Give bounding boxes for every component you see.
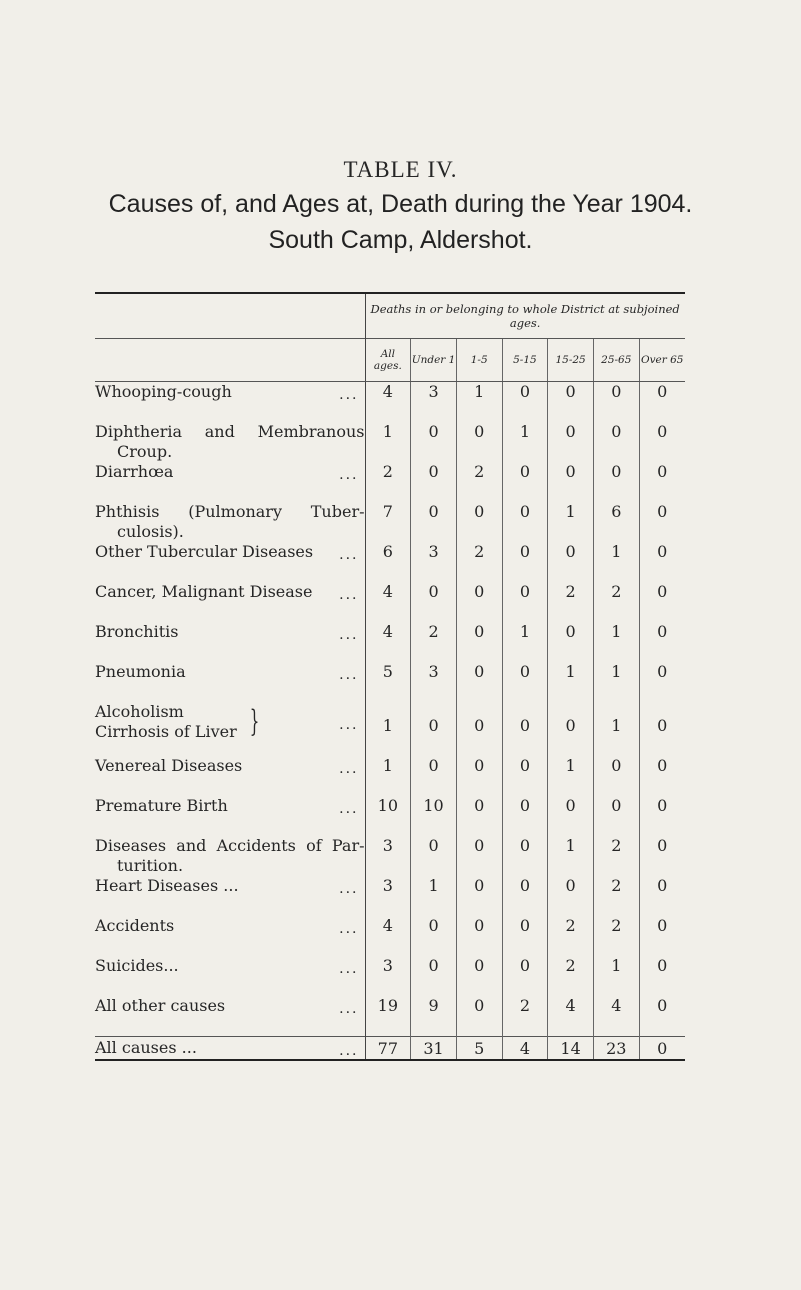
value-cell: 0	[456, 582, 502, 622]
value-cell: 0	[456, 622, 502, 662]
value-cell: 0	[548, 462, 594, 502]
value-cell: 1	[365, 756, 411, 796]
table-row	[95, 422, 685, 462]
value-cell: 0	[502, 916, 548, 956]
value-cell: 0	[548, 702, 594, 756]
value-cell: 0	[411, 836, 457, 876]
cause-label: Other Tubercular Diseases ...	[95, 542, 359, 563]
causes-of-death-table	[95, 292, 685, 1061]
value-cell: 0	[639, 582, 685, 622]
value-cell: 0	[456, 836, 502, 876]
total-row	[95, 1037, 685, 1061]
value-cell: 0	[411, 956, 457, 996]
table-row	[95, 582, 685, 622]
value-cell: 9	[411, 996, 457, 1037]
value-cell: 0	[411, 582, 457, 622]
value-cell: 0	[502, 662, 548, 702]
header-blank-ages	[95, 339, 365, 382]
value-cell: 1	[411, 876, 457, 916]
value-cell: 4	[593, 996, 639, 1037]
value-cell: 0	[593, 756, 639, 796]
value-cell: 2	[548, 582, 594, 622]
value-cell: 3	[411, 542, 457, 582]
cause-label: Pneumonia ...	[95, 662, 359, 683]
value-cell: 0	[502, 956, 548, 996]
value-cell: 1	[456, 382, 502, 423]
value-cell: 5	[365, 662, 411, 702]
value-cell: 0	[593, 796, 639, 836]
value-cell: 4	[365, 916, 411, 956]
table-row	[95, 756, 685, 796]
value-cell: 0	[456, 756, 502, 796]
value-cell: 0	[639, 876, 685, 916]
value-cell: 6	[593, 502, 639, 542]
table-row	[95, 796, 685, 836]
value-cell: 4	[548, 996, 594, 1037]
value-cell: 0	[456, 876, 502, 916]
value-cell: 0	[502, 796, 548, 836]
value-cell: 3	[365, 956, 411, 996]
value-cell: 0	[639, 662, 685, 702]
value-cell: 0	[548, 622, 594, 662]
value-cell: 0	[639, 422, 685, 462]
cause-label: Diphtheria and Membranous Croup.	[95, 422, 365, 461]
table-row	[95, 996, 685, 1037]
value-cell: 7	[365, 502, 411, 542]
cause-label: Accidents ...	[95, 916, 359, 937]
value-cell: 0	[639, 702, 685, 756]
table-row	[95, 876, 685, 916]
value-cell: 0	[411, 702, 457, 756]
total-cell: 5	[456, 1037, 502, 1061]
value-cell: 3	[411, 662, 457, 702]
cause-label: Venereal Diseases ...	[95, 756, 359, 777]
table-row	[95, 836, 685, 876]
value-cell: 3	[365, 876, 411, 916]
value-cell: 1	[548, 502, 594, 542]
value-cell: 10	[365, 796, 411, 836]
value-cell: 0	[456, 796, 502, 836]
brace-icon: }	[249, 704, 260, 739]
age-header: Under 1	[411, 339, 457, 382]
table-row	[95, 916, 685, 956]
value-cell: 3	[365, 836, 411, 876]
value-cell: 1	[593, 622, 639, 662]
cause-label: Heart Diseases ... ...	[95, 876, 359, 897]
total-cell: 4	[502, 1037, 548, 1061]
value-cell: 0	[593, 382, 639, 423]
value-cell: 0	[639, 956, 685, 996]
value-cell: 2	[593, 876, 639, 916]
cause-label: Bronchitis ...	[95, 622, 359, 643]
value-cell: 0	[411, 916, 457, 956]
value-cell: 6	[365, 542, 411, 582]
value-cell: 0	[593, 462, 639, 502]
title-line-1: Causes of, and Ages at, Death during the Year 1904.	[108, 190, 693, 218]
table-row	[95, 622, 685, 662]
value-cell: 0	[456, 502, 502, 542]
value-cell: 2	[548, 916, 594, 956]
value-cell: 0	[502, 542, 548, 582]
value-cell: 10	[411, 796, 457, 836]
age-header: 15-25	[548, 339, 594, 382]
value-cell: 1	[548, 836, 594, 876]
value-cell: 0	[593, 422, 639, 462]
value-cell: 0	[548, 876, 594, 916]
total-cell: 14	[548, 1037, 594, 1061]
value-cell: 1	[365, 702, 411, 756]
value-cell: 0	[639, 756, 685, 796]
table-row	[95, 382, 685, 423]
value-cell: 1	[593, 956, 639, 996]
value-cell: 0	[548, 422, 594, 462]
table-row	[95, 702, 685, 756]
age-header: All ages.	[365, 339, 411, 382]
value-cell: 0	[502, 502, 548, 542]
value-cell: 0	[456, 996, 502, 1037]
title-line-2: South Camp, Aldershot.	[268, 226, 533, 254]
value-cell: 0	[502, 582, 548, 622]
value-cell: 0	[639, 836, 685, 876]
total-cell: 0	[639, 1037, 685, 1061]
value-cell: 0	[456, 956, 502, 996]
value-cell: 1	[593, 662, 639, 702]
value-cell: 0	[639, 622, 685, 662]
cause-label: Diarrhœa ...	[95, 462, 359, 483]
value-cell: 2	[593, 836, 639, 876]
table-label: TABLE IV.	[343, 157, 458, 182]
cause-label: Premature Birth ...	[95, 796, 359, 817]
value-cell: 2	[456, 542, 502, 582]
cause-label: All other causes ...	[95, 996, 359, 1017]
value-cell: 4	[365, 622, 411, 662]
age-header: Over 65	[639, 339, 685, 382]
column-group-header: Deaths in or belonging to whole District at subjoined ages.	[365, 294, 685, 339]
value-cell: 0	[639, 916, 685, 956]
table-row	[95, 542, 685, 582]
total-cell: 77	[365, 1037, 411, 1061]
value-cell: 0	[502, 876, 548, 916]
table-row	[95, 956, 685, 996]
cause-label: Phthisis (Pulmonary Tuber- culosis).	[95, 502, 365, 541]
value-cell: 4	[365, 582, 411, 622]
table-row	[95, 462, 685, 502]
value-cell: 0	[502, 382, 548, 423]
value-cell: 0	[548, 796, 594, 836]
value-cell: 2	[593, 916, 639, 956]
value-cell: 0	[502, 836, 548, 876]
value-cell: 0	[456, 916, 502, 956]
value-cell: 1	[548, 756, 594, 796]
value-cell: 0	[456, 662, 502, 702]
header-blank	[95, 294, 365, 339]
value-cell: 1	[548, 662, 594, 702]
value-cell: 2	[365, 462, 411, 502]
value-cell: 1	[593, 542, 639, 582]
cause-label: Alcoholism Cirrhosis of Liver } ...	[95, 702, 359, 741]
value-cell: 0	[639, 796, 685, 836]
value-cell: 3	[411, 382, 457, 423]
value-cell: 0	[502, 462, 548, 502]
cause-label: Suicides... ...	[95, 956, 359, 977]
total-label: All causes ... ...	[95, 1037, 365, 1061]
value-cell: 0	[456, 422, 502, 462]
age-header: 1-5	[456, 339, 502, 382]
value-cell: 1	[502, 422, 548, 462]
value-cell: 0	[502, 756, 548, 796]
value-cell: 0	[411, 422, 457, 462]
cause-label: Cancer, Malignant Disease ...	[95, 582, 359, 603]
table-row	[95, 662, 685, 702]
total-cell: 23	[593, 1037, 639, 1061]
value-cell: 1	[365, 422, 411, 462]
value-cell: 1	[593, 702, 639, 756]
value-cell: 2	[456, 462, 502, 502]
value-cell: 0	[639, 542, 685, 582]
value-cell: 2	[593, 582, 639, 622]
age-header: 5-15	[502, 339, 548, 382]
value-cell: 2	[411, 622, 457, 662]
total-cell: 31	[411, 1037, 457, 1061]
value-cell: 4	[365, 382, 411, 423]
age-header: 25-65	[593, 339, 639, 382]
value-cell: 19	[365, 996, 411, 1037]
value-cell: 0	[548, 382, 594, 423]
value-cell: 0	[639, 502, 685, 542]
value-cell: 0	[502, 702, 548, 756]
cause-label: Whooping-cough ...	[95, 382, 359, 403]
table-row	[95, 502, 685, 542]
value-cell: 1	[502, 622, 548, 662]
value-cell: 0	[639, 382, 685, 423]
value-cell: 0	[456, 702, 502, 756]
value-cell: 0	[639, 462, 685, 502]
cause-label: Diseases and Accidents of Par- turition.	[95, 836, 365, 875]
value-cell: 0	[411, 756, 457, 796]
value-cell: 0	[411, 462, 457, 502]
value-cell: 2	[502, 996, 548, 1037]
value-cell: 0	[411, 502, 457, 542]
value-cell: 0	[548, 542, 594, 582]
value-cell: 0	[639, 996, 685, 1037]
value-cell: 2	[548, 956, 594, 996]
